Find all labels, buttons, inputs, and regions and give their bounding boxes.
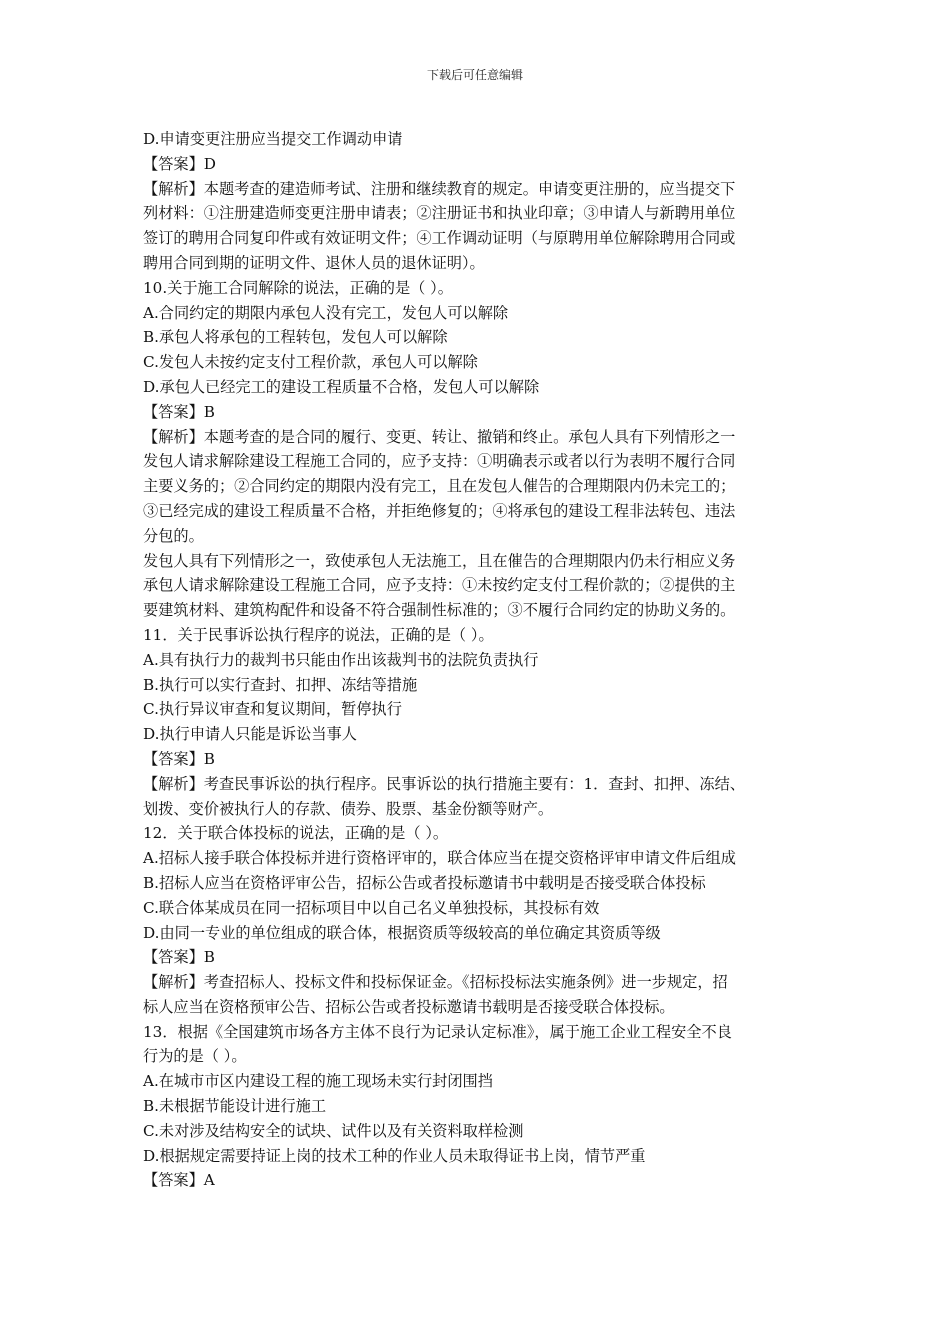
analysis-line: 【解析】考查招标人、投标文件和投标保证金。《招标投标法实施条例》进一步规定，招 bbox=[143, 973, 728, 992]
analysis-line: 【解析】本题考查的是合同的履行、变更、转让、撤销和终止。承包人具有下列情形之一 bbox=[143, 427, 736, 446]
question-line: 10.关于施工合同解除的说法，正确的是（ ）。 bbox=[143, 278, 453, 297]
option-line: B.承包人将承包的工程转包，发包人可以解除 bbox=[143, 328, 448, 347]
analysis-line: 【解析】考查民事诉讼的执行程序。民事诉讼的执行措施主要有：1．查封、扣押、冻结、 bbox=[143, 774, 745, 793]
text-line: 分包的。 bbox=[143, 526, 204, 545]
option-line: A.具有执行力的裁判书只能由作出该裁判书的法院负责执行 bbox=[143, 650, 539, 669]
text-line: 要建筑材料、建筑构配件和设备不符合强制性标准的；③不履行合同约定的协助义务的。 bbox=[143, 601, 736, 620]
question-line: 11．关于民事诉讼执行程序的说法，正确的是（ ）。 bbox=[143, 625, 494, 644]
text-line: 主要义务的；②合同约定的期限内没有完工，且在发包人催告的合理期限内仍未完工的； bbox=[143, 477, 736, 496]
answer-line: 【答案】A bbox=[143, 1171, 215, 1190]
text-line: 划拨、变价被执行人的存款、债券、股票、基金份额等财产。 bbox=[143, 799, 554, 818]
text-line: 行为的是（ ）。 bbox=[143, 1047, 247, 1066]
option-line: B.未根据节能设计进行施工 bbox=[143, 1097, 327, 1116]
option-line: A.合同约定的期限内承包人没有完工，发包人可以解除 bbox=[143, 303, 509, 322]
text-line: ③已经完成的建设工程质量不合格，并拒绝修复的；④将承包的建设工程非法转包、违法 bbox=[143, 501, 736, 520]
option-line: C.未对涉及结构安全的试块、试件以及有关资料取样检测 bbox=[143, 1121, 524, 1140]
answer-line: 【答案】B bbox=[143, 749, 215, 768]
text-line: 签订的聘用合同复印件或有效证明文件；④工作调动证明（与原聘用单位解除聘用合同或 bbox=[143, 229, 736, 248]
text-line: 列材料：①注册建造师变更注册申请表；②注册证书和执业印章；③申请人与新聘用单位 bbox=[143, 204, 736, 223]
answer-line: 【答案】B bbox=[143, 402, 215, 421]
question-line: 12．关于联合体投标的说法，正确的是（ ）。 bbox=[143, 824, 449, 843]
option-line: D.根据规定需要持证上岗的技术工种的作业人员未取得证书上岗，情节严重 bbox=[143, 1146, 646, 1165]
option-line: C.联合体某成员在同一招标项目中以自己名义单独投标，其投标有效 bbox=[143, 898, 600, 917]
option-line: A.在城市市区内建设工程的施工现场未实行封闭围挡 bbox=[143, 1072, 493, 1091]
text-line: 承包人请求解除建设工程施工合同，应予支持：①未按约定支付工程价款的；②提供的主 bbox=[143, 576, 736, 595]
document-body bbox=[143, 127, 813, 1193]
text-line: 聘用合同到期的证明文件、退休人员的退休证明）。 bbox=[143, 253, 485, 272]
option-line: D.承包人已经完工的建设工程质量不合格，发包人可以解除 bbox=[143, 377, 540, 396]
answer-line: 【答案】B bbox=[143, 948, 215, 967]
option-line: C.执行异议审查和复议期间，暂停执行 bbox=[143, 700, 402, 719]
option-line: D.由同一专业的单位组成的联合体，根据资质等级较高的单位确定其资质等级 bbox=[143, 923, 661, 942]
page-header: 下载后可任意编辑 bbox=[426, 68, 523, 82]
option-line: C.发包人未按约定支付工程价款，承包人可以解除 bbox=[143, 353, 478, 372]
option-line: D.执行申请人只能是诉讼当事人 bbox=[143, 725, 357, 744]
option-line: B.招标人应当在资格评审公告，招标公告或者投标邀请书中载明是否接受联合体投标 bbox=[143, 873, 706, 892]
analysis-line: 【解析】本题考查的建造师考试、注册和继续教育的规定。申请变更注册的，应当提交下 bbox=[143, 179, 736, 198]
question-line: 13．根据《全国建筑市场各方主体不良行为记录认定标准》，属于施工企业工程安全不良 bbox=[143, 1022, 732, 1041]
option-line: A.招标人接手联合体投标并进行资格评审的，联合体应当在提交资格评审申请文件后组成 bbox=[143, 849, 736, 868]
option-line: B.执行可以实行查封、扣押、冻结等措施 bbox=[143, 675, 418, 694]
text-line: 发包人具有下列情形之一，致使承包人无法施工，且在催告的合理期限内仍未行相应义务 bbox=[143, 551, 736, 570]
text-line: D.申请变更注册应当提交工作调动申请 bbox=[143, 130, 403, 148]
text-line: 发包人请求解除建设工程施工合同的，应予支持：①明确表示或者以行为表明不履行合同 bbox=[143, 452, 736, 471]
answer-line: 【答案】D bbox=[143, 154, 216, 173]
text-line: 标人应当在资格预审公告、招标公告或者投标邀请书载明是否接受联合体投标。 bbox=[143, 997, 675, 1016]
